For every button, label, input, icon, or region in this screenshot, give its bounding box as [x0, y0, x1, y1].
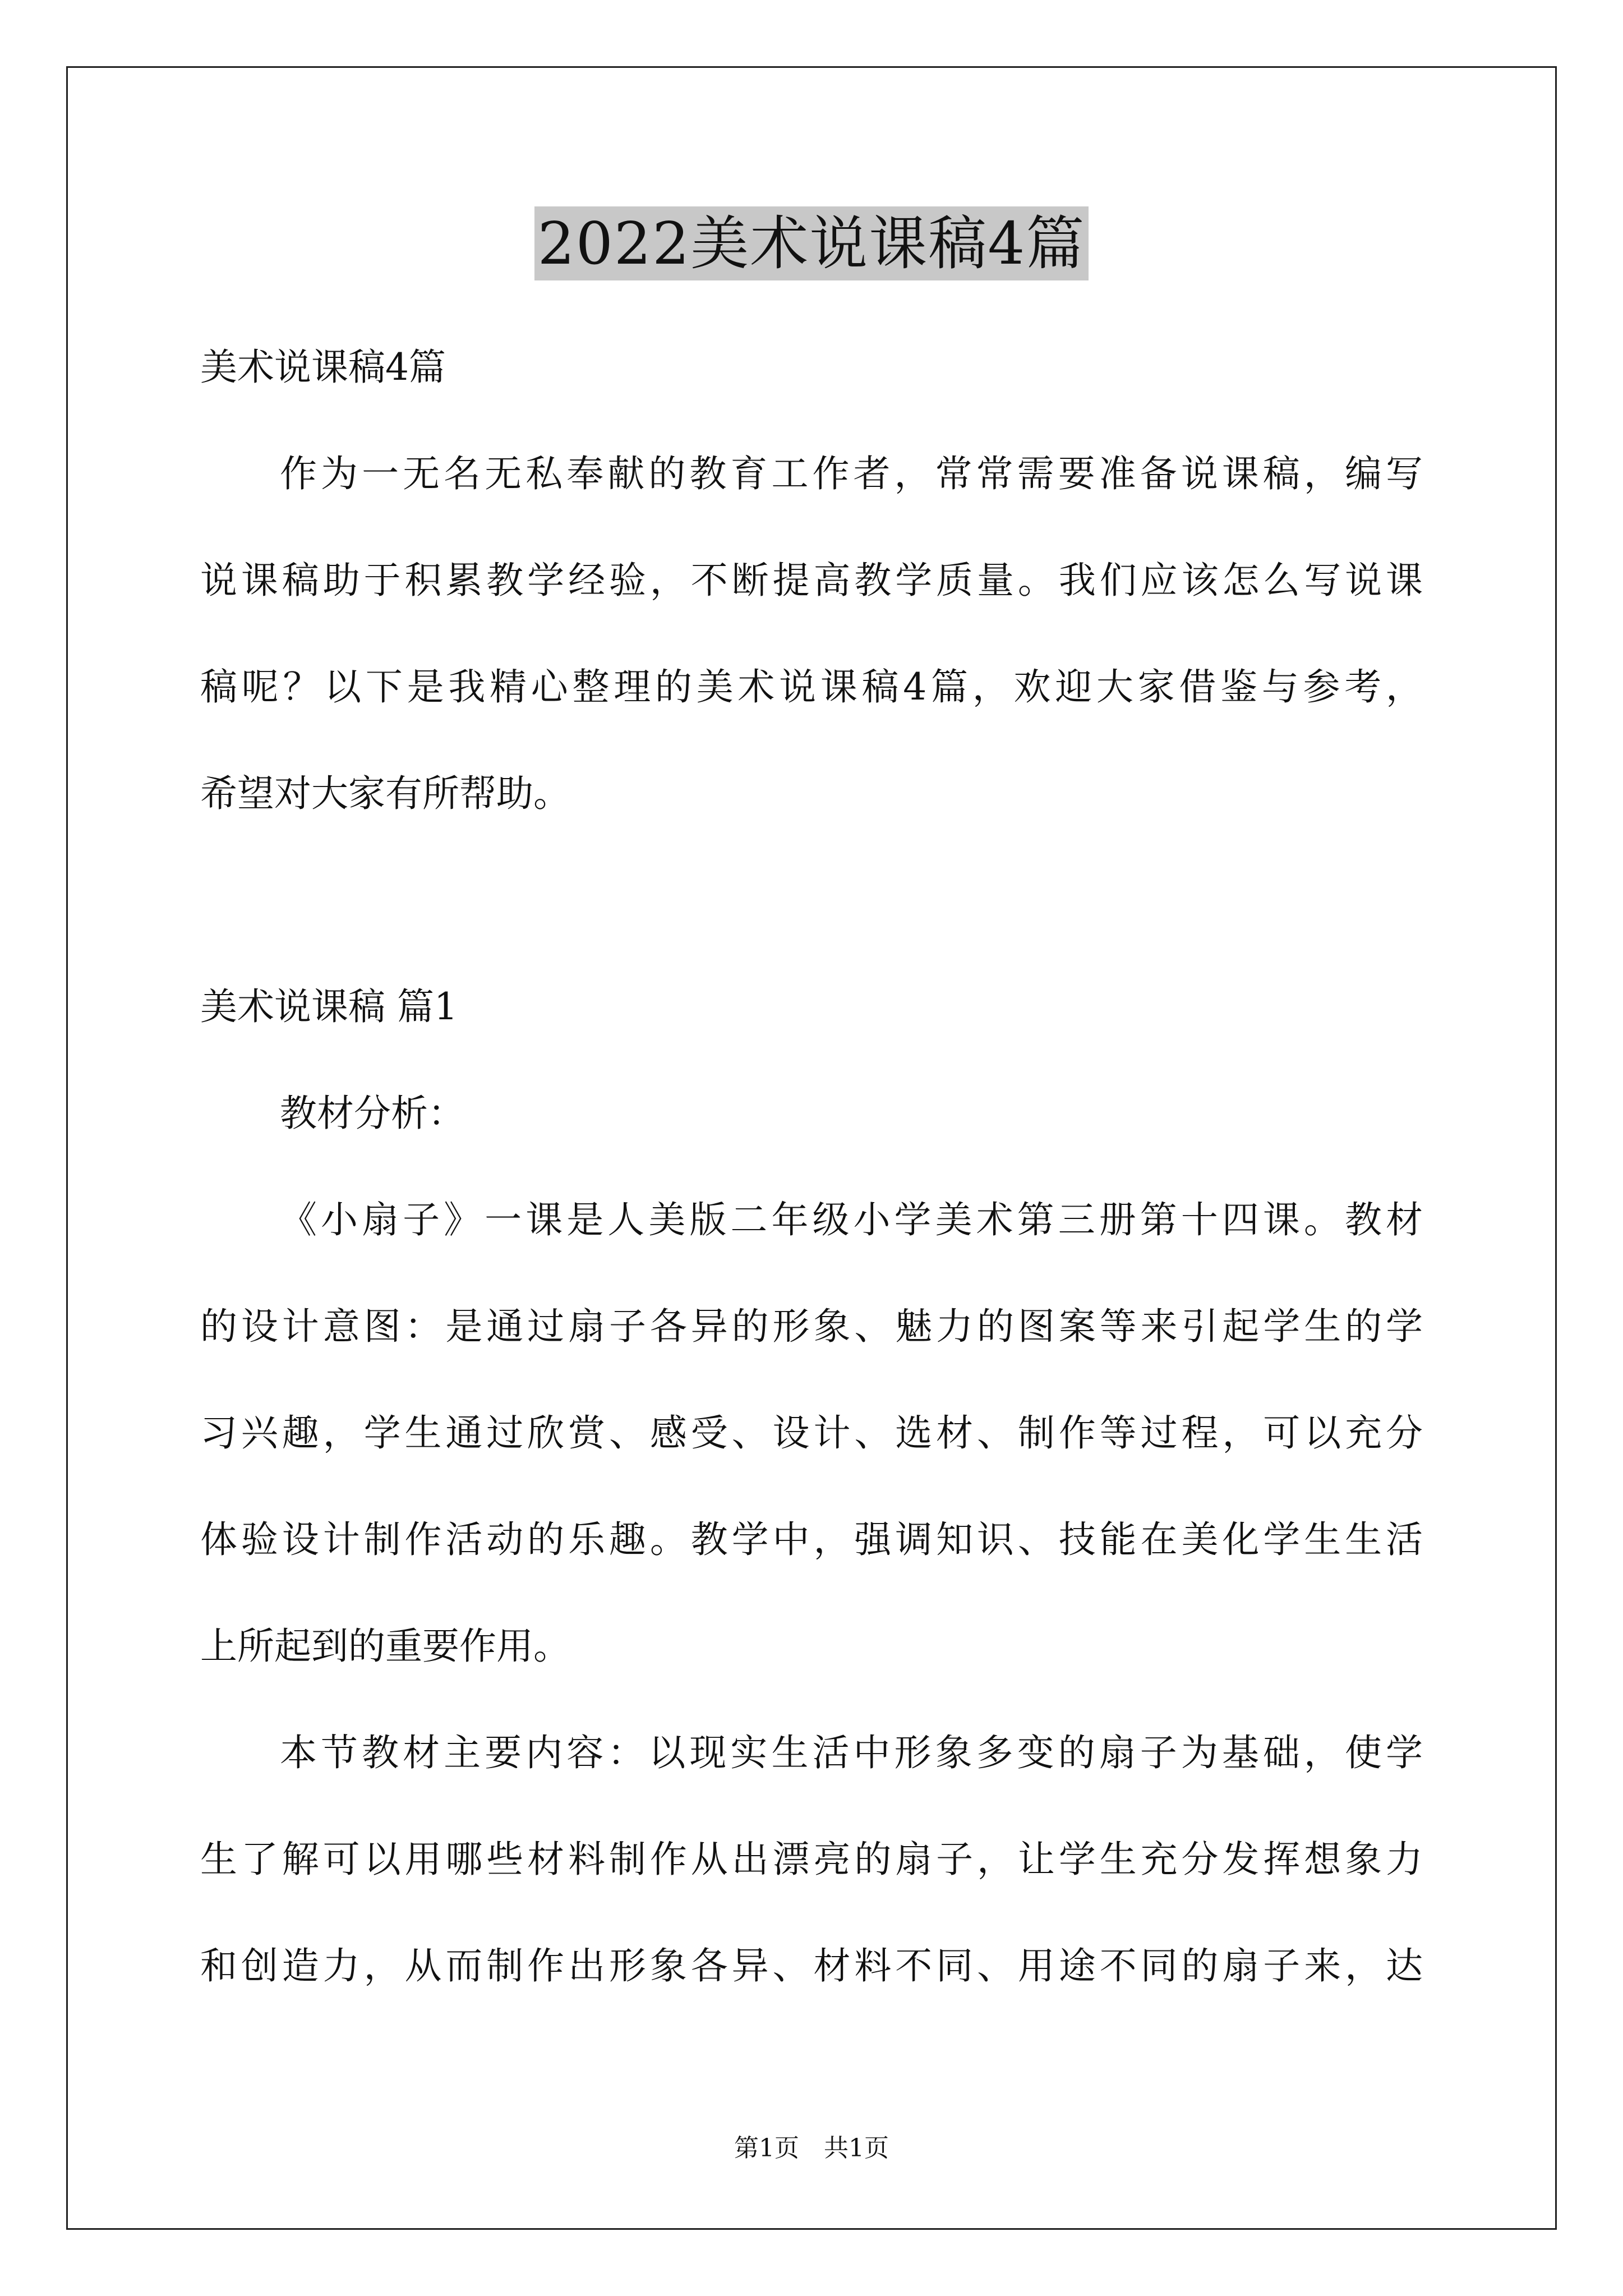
paragraph-line: 体验设计制作活动的乐趣。教学中，强调知识、技能在美化学生生活 — [200, 1518, 1423, 1561]
paragraph-line: 的设计意图：是通过扇子各异的形象、魅力的图案等来引起学生的学 — [200, 1305, 1423, 1348]
intro-line: 稿呢？以下是我精心整理的美术说课稿4篇，欢迎大家借鉴与参考， — [200, 665, 1423, 708]
paragraph-line: 上所起到的重要作用。 — [200, 1625, 570, 1668]
intro-line: 作为一无名无私奉献的教育工作者，常常需要准备说课稿，编写 — [280, 452, 1423, 495]
page-footer: 第1页 共1页 — [734, 2134, 889, 2162]
subtitle: 美术说课稿4篇 — [200, 346, 446, 389]
intro-line: 说课稿助于积累教学经验，不断提高教学质量。我们应该怎么写说课 — [200, 559, 1423, 602]
paragraph-line: 本节教材主要内容：以现实生活中形象多变的扇子为基础，使学 — [280, 1731, 1423, 1774]
document-title: 2022美术说课稿4篇 — [534, 206, 1089, 280]
paragraph-line: 生了解可以用哪些材料制作从出漂亮的扇子，让学生充分发挥想象力 — [200, 1838, 1423, 1881]
title-container — [0, 206, 1623, 280]
paragraph-line: 习兴趣，学生通过欣赏、感受、设计、选材、制作等过程，可以充分 — [200, 1411, 1423, 1455]
section-heading: 美术说课稿 篇1 — [200, 985, 458, 1028]
intro-line: 希望对大家有所帮助。 — [200, 772, 570, 815]
paragraph-line: 《小扇子》一课是人美版二年级小学美术第三册第十四课。教材 — [280, 1198, 1423, 1241]
document-body — [200, 314, 1423, 2019]
paragraph-gap — [200, 847, 1423, 954]
sub-heading: 教材分析： — [280, 1092, 465, 1135]
paragraph-line: 和创造力，从而制作出形象各异、材料不同、用途不同的扇子来，达 — [200, 1944, 1423, 1987]
